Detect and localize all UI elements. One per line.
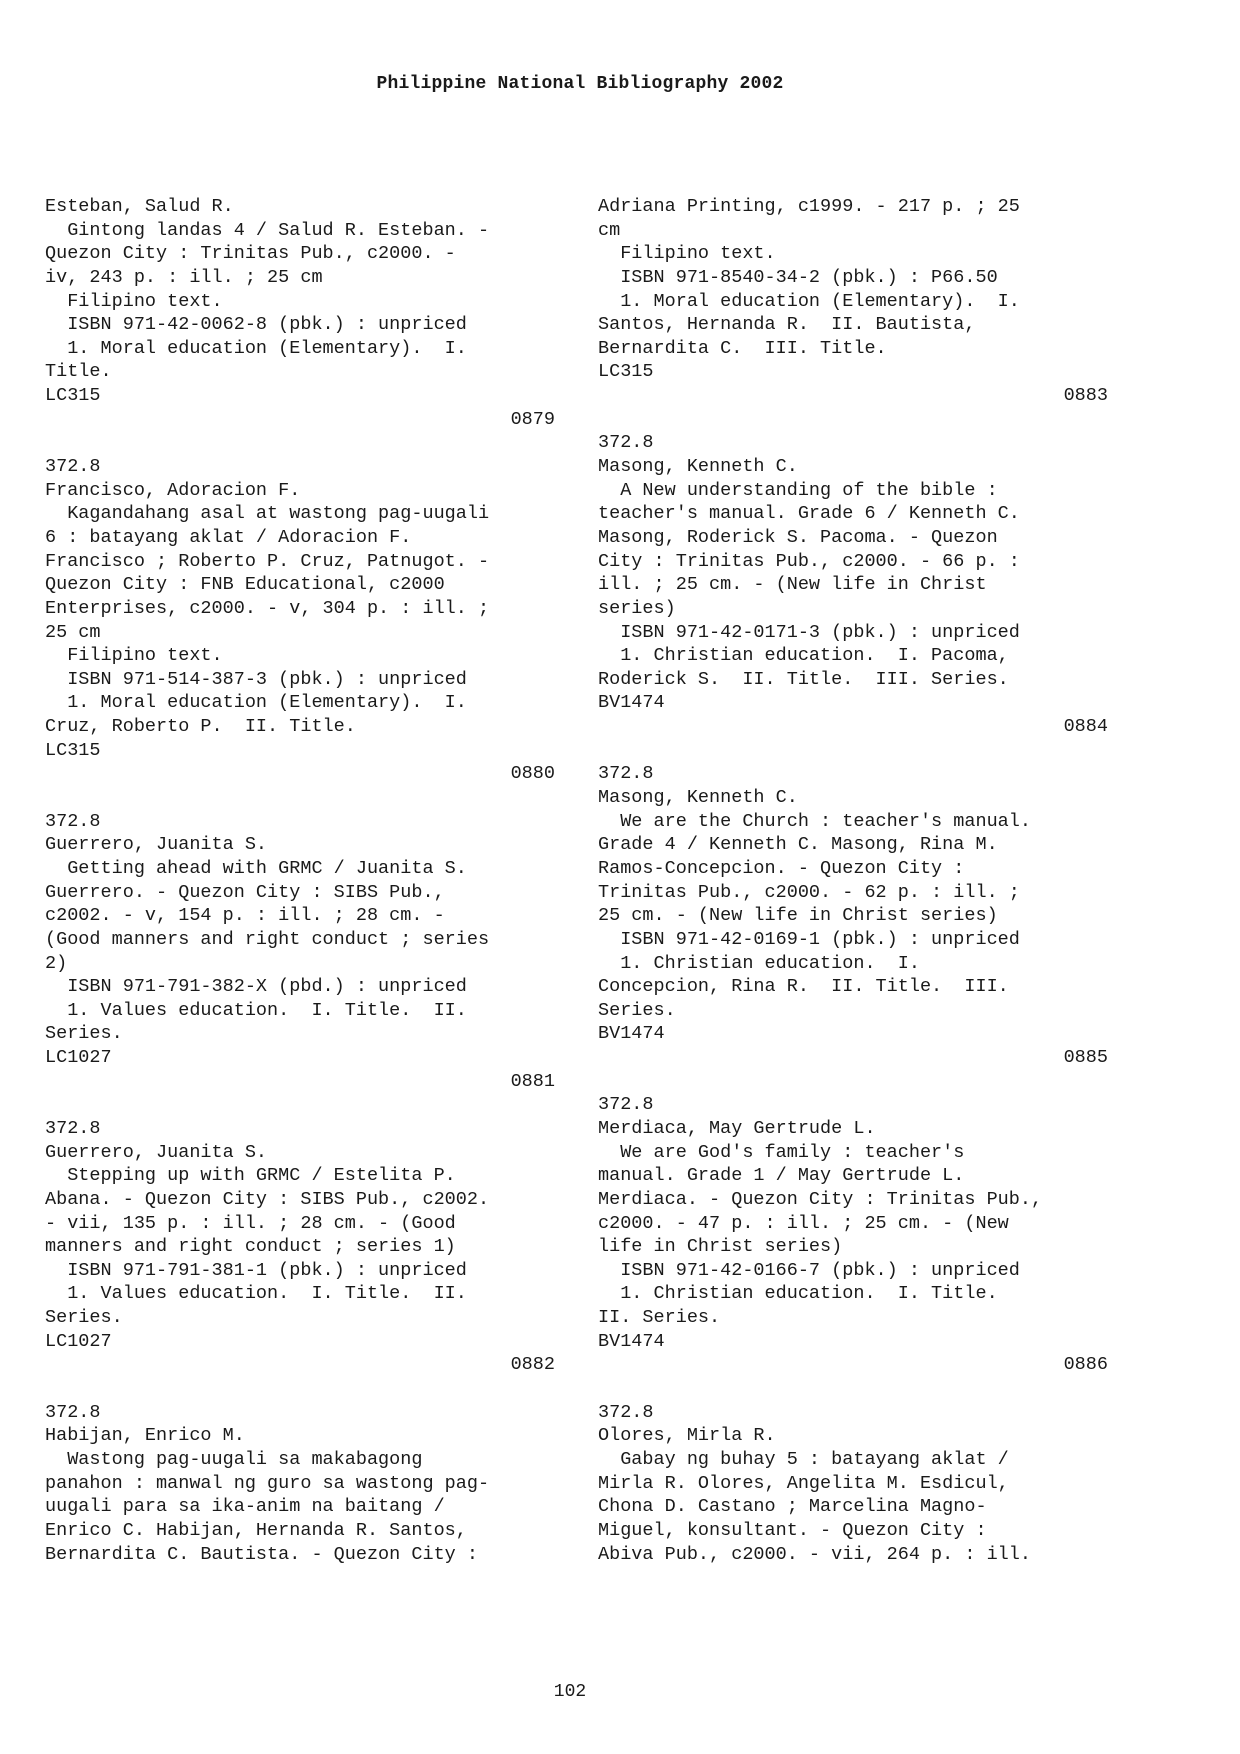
text-line: LC315 (45, 739, 101, 761)
text-line: Wastong pag-uugali sa makabagong (45, 1448, 423, 1470)
text-line: Guerrero, Juanita S. (45, 834, 268, 856)
text-line: series) (598, 597, 676, 619)
page-number: 102 (553, 1682, 587, 1702)
text-line: 1. Christian education. I. (598, 952, 920, 974)
text-line: 1. Moral education (Elementary). I. (45, 692, 467, 714)
text-line (45, 786, 555, 810)
text-line: 372.8 (598, 1094, 654, 1116)
text-line: 2) (45, 952, 68, 974)
text-line: 25 cm. - (New life in Christ series) (598, 905, 998, 927)
text-line: Quezon City : FNB Educational, c2000 (45, 574, 445, 596)
text-line: 372.8 (598, 763, 654, 785)
text-line: LC315 (45, 385, 101, 407)
text-line: Francisco ; Roberto P. Cruz, Patnugot. - (45, 550, 490, 572)
text-line: Getting ahead with GRMC / Juanita S. (45, 857, 467, 879)
text-line: ill. ; 25 cm. - (New life in Christ (598, 574, 987, 596)
text-line: We are the Church : teacher's manual. (598, 810, 1031, 832)
text-line: Habijan, Enrico M. (45, 1425, 245, 1447)
entry-number: 0883 (1063, 385, 1108, 407)
text-line: ISBN 971-42-0166-7 (pbk.) : unpriced (598, 1259, 1020, 1281)
text-line: ISBN 971-42-0062-8 (pbk.) : unpriced (45, 314, 467, 336)
text-line: cm (598, 219, 621, 241)
page-title: Philippine National Bibliography 2002 (376, 74, 784, 94)
text-line: Roderick S. II. Title. III. Series. (598, 668, 1009, 690)
text-line: Santos, Hernanda R. II. Bautista, (598, 314, 976, 336)
text-line: Enterprises, c2000. - v, 304 p. : ill. ; (45, 597, 490, 619)
right-column (598, 195, 1108, 1566)
entry-number: 0885 (1063, 1047, 1108, 1069)
text-line: 372.8 (598, 1401, 654, 1423)
text-line: 372.8 (45, 456, 101, 478)
entry-number: 0881 (510, 1070, 555, 1092)
text-line: BV1474 (598, 1023, 665, 1045)
entry-number: 0880 (510, 763, 555, 785)
text-line: Masong, Roderick S. Pacoma. - Quezon (598, 526, 998, 548)
text-line: c2002. - v, 154 p. : ill. ; 28 cm. - (45, 905, 445, 927)
text-line: Miguel, konsultant. - Quezon City : (598, 1519, 987, 1541)
text-line: (Good manners and right conduct ; series (45, 928, 490, 950)
text-line: Series. (598, 999, 676, 1021)
text-line: - vii, 135 p. : ill. ; 28 cm. - (Good (45, 1212, 456, 1234)
text-line: Series. (45, 1307, 123, 1329)
text-line: Esteban, Salud R. (45, 196, 234, 217)
text-line (598, 408, 1108, 432)
entry-number: 0886 (1063, 1354, 1108, 1376)
text-line: Quezon City : Trinitas Pub., c2000. - (45, 243, 456, 265)
text-line: ISBN 971-8540-34-2 (pbk.) : P66.50 (598, 266, 998, 288)
text-line: 1. Values education. I. Title. II. (45, 1283, 467, 1305)
text-line: Filipino text. (45, 290, 223, 312)
text-line: Gintong landas 4 / Salud R. Esteban. - (45, 219, 490, 241)
text-line: uugali para sa ika-anim na baitang / (45, 1496, 445, 1518)
text-line: ISBN 971-791-381-1 (pbk.) : unpriced (45, 1259, 467, 1281)
text-line: Mirla R. Olores, Angelita M. Esdicul, (598, 1472, 1009, 1494)
text-line: 372.8 (598, 432, 654, 454)
text-line: Concepcion, Rina R. II. Title. III. (598, 976, 1009, 998)
text-line (45, 1377, 555, 1401)
text-line: Olores, Mirla R. (598, 1425, 776, 1447)
text-line: Gabay ng buhay 5 : batayang aklat / (598, 1448, 1009, 1470)
text-line: 1. Christian education. I. Pacoma, (598, 645, 1009, 667)
text-line: Bernardita C. Bautista. - Quezon City : (45, 1543, 478, 1565)
text-line: Series. (45, 1023, 123, 1045)
text-line: 372.8 (45, 810, 101, 832)
text-line: Filipino text. (598, 243, 776, 265)
text-line: Bernardita C. III. Title. (598, 337, 887, 359)
entry-number: 0879 (510, 408, 555, 430)
text-line: c2000. - 47 p. : ill. ; 25 cm. - (New (598, 1212, 1009, 1234)
text-line: LC1027 (45, 1330, 112, 1352)
text-line: Masong, Kenneth C. (598, 787, 798, 809)
text-line (598, 1377, 1108, 1401)
text-line: Guerrero. - Quezon City : SIBS Pub., (45, 881, 445, 903)
text-line: 1. Moral education (Elementary). I. (598, 290, 1020, 312)
text-line: Filipino text. (45, 645, 223, 667)
text-line: A New understanding of the bible : (598, 479, 998, 501)
text-line: 1. Values education. I. Title. II. (45, 999, 467, 1021)
text-line: panahon : manwal ng guro sa wastong pag- (45, 1472, 490, 1494)
text-line: iv, 243 p. : ill. ; 25 cm (45, 266, 323, 288)
left-column (45, 195, 555, 1566)
text-line: Abiva Pub., c2000. - vii, 264 p. : ill. (598, 1543, 1031, 1565)
text-line: BV1474 (598, 692, 665, 714)
text-line: Merdiaca. - Quezon City : Trinitas Pub., (598, 1188, 1043, 1210)
text-line: Francisco, Adoracion F. (45, 479, 301, 501)
text-line: Abana. - Quezon City : SIBS Pub., c2002. (45, 1188, 490, 1210)
text-line: Cruz, Roberto P. II. Title. (45, 716, 356, 738)
text-line (598, 739, 1108, 763)
entry-number: 0882 (510, 1354, 555, 1376)
text-line (598, 1070, 1108, 1094)
text-line: Ramos-Concepcion. - Quezon City : (598, 857, 965, 879)
text-line: City : Trinitas Pub., c2000. - 66 p. : (598, 550, 1020, 572)
text-line: manual. Grade 1 / May Gertrude L. (598, 1165, 965, 1187)
text-line (45, 1093, 555, 1117)
text-line: ISBN 971-791-382-X (pbd.) : unpriced (45, 976, 467, 998)
text-line: 25 cm (45, 621, 101, 643)
text-line: Stepping up with GRMC / Estelita P. (45, 1165, 456, 1187)
text-line: ISBN 971-42-0171-3 (pbk.) : unpriced (598, 621, 1020, 643)
text-line: Guerrero, Juanita S. (45, 1141, 268, 1163)
text-line: Title. (45, 361, 112, 383)
text-line: Merdiaca, May Gertrude L. (598, 1117, 876, 1139)
text-line: Adriana Printing, c1999. - 217 p. ; 25 (598, 196, 1020, 217)
text-line (45, 431, 555, 455)
text-line: life in Christ series) (598, 1236, 843, 1258)
text-line: 372.8 (45, 1401, 101, 1423)
text-line: manners and right conduct ; series 1) (45, 1236, 456, 1258)
text-line: We are God's family : teacher's (598, 1141, 965, 1163)
text-line: 1. Moral education (Elementary). I. (45, 337, 467, 359)
text-line: LC1027 (45, 1047, 112, 1069)
text-line: ISBN 971-514-387-3 (pbk.) : unpriced (45, 668, 467, 690)
text-line: 6 : batayang aklat / Adoracion F. (45, 526, 412, 548)
text-line: Masong, Kenneth C. (598, 456, 798, 478)
entry-number: 0884 (1063, 716, 1108, 738)
text-line: Grade 4 / Kenneth C. Masong, Rina M. (598, 834, 998, 856)
text-line: Kagandahang asal at wastong pag-uugali (45, 503, 490, 525)
text-line: 1. Christian education. I. Title. (598, 1283, 998, 1305)
text-line: Enrico C. Habijan, Hernanda R. Santos, (45, 1519, 467, 1541)
text-line: II. Series. (598, 1307, 721, 1329)
text-line: ISBN 971-42-0169-1 (pbk.) : unpriced (598, 928, 1020, 950)
text-line: BV1474 (598, 1330, 665, 1352)
text-line: Trinitas Pub., c2000. - 62 p. : ill. ; (598, 881, 1020, 903)
text-line: 372.8 (45, 1117, 101, 1139)
text-line: Chona D. Castano ; Marcelina Magno- (598, 1496, 987, 1518)
text-line: LC315 (598, 361, 654, 383)
text-line: teacher's manual. Grade 6 / Kenneth C. (598, 503, 1020, 525)
